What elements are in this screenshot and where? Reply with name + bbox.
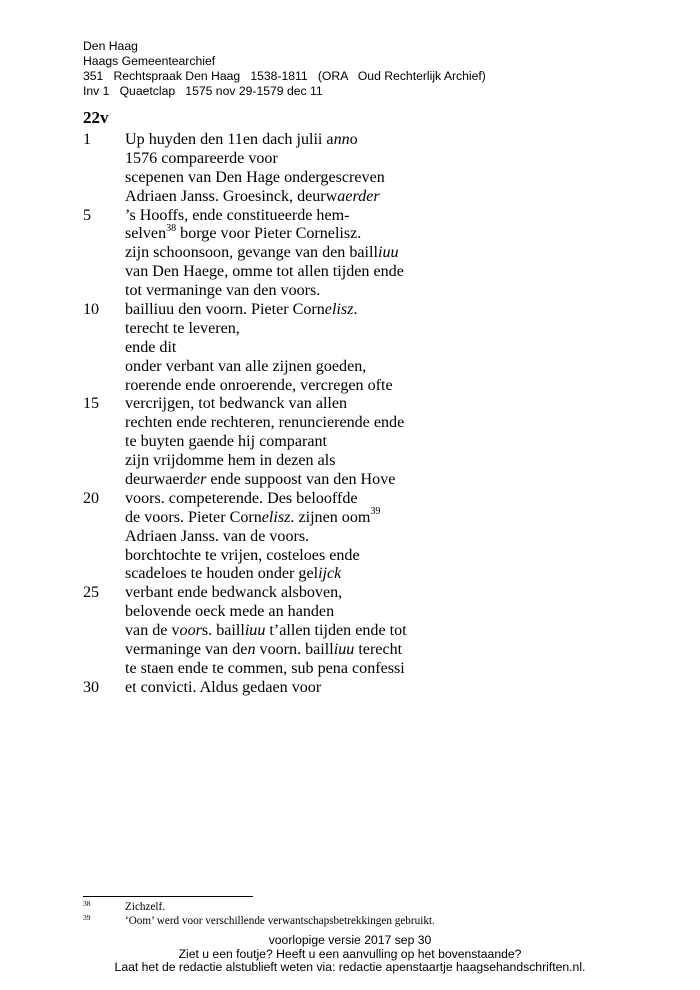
line-text <box>125 358 366 377</box>
text-segment: ende dit <box>125 338 177 356</box>
line-text <box>125 377 393 396</box>
line-text <box>125 225 361 244</box>
text-segment: voorn. baill <box>255 641 334 659</box>
expanded-abbreviation: n <box>247 641 256 659</box>
line-text <box>125 131 358 150</box>
text-segment: selven <box>125 225 167 243</box>
expanded-abbreviation: oor <box>179 622 202 640</box>
text-segment: zijn schoonsoon, gevange van den baill <box>125 244 378 262</box>
line-text <box>125 301 357 320</box>
text-segment: ende suppoost van den Hove <box>206 471 396 489</box>
line-text <box>125 603 334 622</box>
text-segment: van Den Haege, omme tot allen tijden ende <box>125 263 404 281</box>
text-segment: Adriaen Janss. van de voors. <box>125 527 310 545</box>
footer-contact: Laat het de redactie alstublieft weten via: redactie apenstaartje haagsehandschriften.nl. <box>114 960 586 975</box>
line-text <box>125 490 358 509</box>
header-collection: 351 Rechtspraak Den Haag 1538-1811 (ORA Oud Rechterlijk Archief) <box>83 69 486 83</box>
line-text <box>125 263 404 282</box>
text-segment: rechten ende rechteren, renuncierende ende <box>125 414 405 432</box>
line-text <box>125 660 405 679</box>
line-text <box>125 169 385 188</box>
line-text <box>125 339 176 358</box>
line-text <box>125 188 380 207</box>
line-text <box>125 244 399 263</box>
expanded-abbreviation: elisz <box>324 301 354 319</box>
text-segment: terecht te leveren, <box>125 319 240 337</box>
text-segment: scadeloes te houden onder gel <box>125 565 319 583</box>
footer-question: Ziet u een foutje? Heeft u een aanvulling op het bovenstaande? <box>178 946 522 961</box>
text-segment: bailliuu den voorn. Pieter Corn <box>125 301 325 319</box>
header-archive: Haags Gemeentearchief <box>83 54 216 68</box>
expanded-abbreviation: iuu <box>244 622 266 640</box>
expanded-abbreviation: er <box>192 471 207 489</box>
footnote-text: Zichzelf. <box>125 901 166 913</box>
footnote-number: 39 <box>83 913 91 922</box>
line-number: 30 <box>83 678 100 696</box>
line-text <box>125 506 381 528</box>
line-number: 5 <box>83 206 92 224</box>
text-segment: terecht <box>354 641 403 659</box>
text-segment: deurwaerd <box>125 471 193 489</box>
text-segment: . <box>353 301 358 319</box>
expanded-abbreviation: nn <box>333 131 350 148</box>
line-text <box>125 320 240 339</box>
folio-number: 22v <box>83 108 109 127</box>
text-segment: belovende oeck mede an handen <box>125 603 335 621</box>
text-segment: Up huyden den 11en dach julii a <box>125 131 334 148</box>
expanded-abbreviation: ijck <box>318 565 342 583</box>
line-text <box>125 414 404 433</box>
line-text <box>125 282 320 301</box>
line-text <box>125 452 336 471</box>
line-text <box>125 471 395 490</box>
text-segment: onder verbant van alle zijnen goeden, <box>125 357 367 375</box>
expanded-abbreviation: iuu <box>333 641 355 659</box>
header-inventory: Inv 1 Quaetclap 1575 nov 29-1579 dec 11 <box>83 84 323 98</box>
expanded-abbreviation: iuu <box>377 244 399 262</box>
text-segment: te buyten gaende hij comparant <box>125 433 327 451</box>
text-segment: s. baill <box>201 622 245 640</box>
line-text <box>125 433 327 452</box>
text-segment: . zijnen oom <box>290 508 371 526</box>
line-text <box>125 528 309 547</box>
text-segment: zijn vrijdomme hem in dezen als <box>125 452 336 470</box>
line-text <box>125 622 407 641</box>
page-footer <box>0 934 700 975</box>
text-segment: Adriaen Janss. Groesinck, deurw <box>125 187 338 205</box>
line-number: 15 <box>83 395 100 413</box>
text-segment: o <box>349 131 358 148</box>
expanded-abbreviation: elisz <box>261 508 291 526</box>
line-text <box>125 547 360 566</box>
expanded-abbreviation: aerder <box>337 187 380 205</box>
line-text <box>125 641 402 660</box>
line-number: 25 <box>83 584 100 602</box>
footnote-text: ‘Oom’ werd voor verschillende verwantschapsbetrekkingen gebruikt. <box>125 915 435 927</box>
text-segment: 1576 compareerde voor <box>125 149 278 167</box>
text-segment: vermaninge van de <box>125 641 248 659</box>
text-segment: scepenen van Den Hage ondergescreven <box>125 168 385 186</box>
line-text <box>125 395 347 414</box>
footnote-divider <box>83 896 253 897</box>
line-text <box>125 584 342 603</box>
line-text <box>125 679 321 698</box>
header-city: Den Haag <box>83 39 138 53</box>
text-segment: voors. competerende. Des belooffde <box>125 489 358 507</box>
text-segment: vercrijgen, tot bedwanck van allen <box>125 395 348 413</box>
text-segment: roerende ende onroerende, vercregen ofte <box>125 376 393 394</box>
line-text <box>125 150 278 169</box>
line-number: 10 <box>83 301 100 319</box>
footnote-number: 38 <box>83 899 91 908</box>
line-number: 1 <box>83 131 92 148</box>
footnote-reference: 38 <box>166 223 177 235</box>
text-segment: ’s Hooffs, ende constitueerde hem- <box>125 206 350 224</box>
text-segment: borchtochte te vrijen, costeloes ende <box>125 546 360 564</box>
text-segment: t’allen tijden ende tot <box>265 622 407 640</box>
text-segment: de voors. Pieter Corn <box>125 508 262 526</box>
text-segment: tot vermaninge van den voors. <box>125 282 321 300</box>
text-segment: et convicti. Aldus gedaen voor <box>125 678 322 696</box>
text-segment: verbant ende bedwanck alsboven, <box>125 584 343 602</box>
text-segment: van de v <box>125 622 180 640</box>
archive-header <box>83 39 486 99</box>
text-segment: te staen ende te commen, sub pena confessi <box>125 659 405 677</box>
text-segment: borge voor Pieter Cornelisz. <box>176 225 362 243</box>
line-text <box>125 565 341 584</box>
footnote-reference: 39 <box>370 506 381 518</box>
line-text <box>125 207 350 226</box>
line-number: 20 <box>83 489 100 507</box>
footer-version: voorlopige versie 2017 sep 30 <box>268 933 432 947</box>
